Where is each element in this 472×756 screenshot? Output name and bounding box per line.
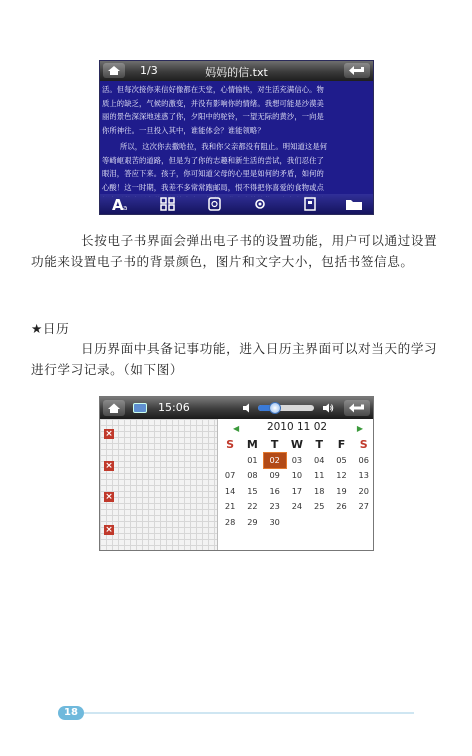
ebook-line: 眼泪，答应下来。孩子，你可知道父母的心里是如何的矛盾，如何的 (102, 169, 324, 178)
calendar-day[interactable]: 09 (269, 470, 280, 480)
calendar-day[interactable]: 10 (291, 470, 303, 480)
volume-slider-knob[interactable] (269, 402, 281, 414)
calendar-day[interactable]: 05 (336, 454, 347, 465)
svg-text:a: a (123, 204, 128, 212)
weekday-header: T (270, 438, 279, 451)
back-arrow-icon[interactable] (344, 400, 370, 416)
ebook-paragraph-2 (102, 140, 373, 197)
delete-note-icon[interactable]: × (105, 492, 113, 502)
calendar-week-row (219, 468, 374, 484)
calendar-day[interactable]: 25 (313, 501, 325, 511)
footer-rule (84, 712, 414, 714)
calendar-day[interactable]: 01 (247, 454, 258, 465)
calendar-empty-cell (330, 515, 352, 531)
ebook-text-area[interactable] (102, 83, 373, 197)
calendar-day[interactable]: 08 (247, 470, 258, 480)
page-number: 18 (58, 706, 84, 720)
calendar-day-selected[interactable]: 02 (264, 453, 286, 469)
notes-panel[interactable] (100, 419, 218, 551)
clock-time: 15:06 (158, 401, 190, 414)
grid-menu-icon[interactable] (158, 196, 178, 212)
calendar-day[interactable]: 06 (358, 454, 369, 465)
calendar-day[interactable]: 28 (224, 516, 236, 527)
calendar-day[interactable]: 14 (224, 485, 236, 496)
ebook-title-bar (100, 61, 373, 81)
calendar-day[interactable]: 22 (247, 501, 258, 511)
weekday-header: M (246, 438, 258, 451)
calendar-week-row (219, 453, 374, 469)
section-heading-calendar: ★日历 (31, 321, 70, 336)
calendar-empty-cell (219, 453, 241, 469)
weekday-header: F (337, 438, 346, 451)
ebook-line: 心酸！这一时期，我差不多常常跑邮局，恨不得把你喜爱的食物或点 (102, 182, 324, 192)
calendar-week-row (219, 484, 374, 500)
calendar-day[interactable]: 11 (313, 470, 325, 480)
calendar-screenshot (99, 396, 374, 551)
calendar-day[interactable]: 21 (224, 501, 236, 511)
weekday-header-row (219, 437, 374, 453)
calendar-day[interactable]: 18 (313, 485, 325, 496)
page-indicator: 1/3 (140, 64, 158, 77)
calendar-day[interactable]: 24 (291, 501, 303, 511)
calendar-week-row (219, 515, 374, 531)
calendar-day[interactable]: 29 (247, 516, 258, 527)
weekday-header: S (359, 438, 368, 451)
calendar-grid (219, 437, 374, 530)
volume-high-icon[interactable] (322, 403, 334, 413)
calendar-description: 日历界面中具备记事功能，进入日历主界面可以对当天的学习进行学习记录。（如下图） (31, 341, 438, 377)
calendar-day[interactable]: 27 (358, 501, 369, 511)
next-month-icon[interactable]: ▶ (356, 424, 363, 433)
calendar-day[interactable]: 12 (336, 470, 347, 480)
ebook-line: 所以，这次你去撒哈拉，我和你父亲都没有阻止。明知道这是何 (120, 142, 328, 151)
font-size-icon[interactable] (110, 196, 130, 212)
calendar-empty-cell (286, 515, 308, 531)
ebook-line: 你所神往。一旦投入其中，谁能体会？谁能领略？ (102, 125, 265, 135)
page-icon[interactable] (300, 196, 320, 212)
calendar-day[interactable]: 20 (358, 485, 369, 496)
svg-text:A: A (112, 196, 124, 212)
delete-note-icon[interactable]: × (105, 429, 113, 439)
delete-note-icon[interactable]: × (105, 461, 113, 471)
volume-low-icon[interactable] (242, 403, 252, 413)
volume-slider[interactable] (258, 405, 314, 411)
weekday-header: W (290, 438, 303, 451)
calendar-panel (219, 419, 374, 551)
calendar-day[interactable]: 03 (291, 454, 303, 465)
screen-icon (133, 403, 147, 413)
ebook-toolbar (100, 194, 373, 214)
ebook-paragraph-1 (102, 83, 373, 137)
bookmark-icon[interactable] (205, 196, 225, 212)
ebook-line: 等崎岖艰苦的道路，但是为了你的志趣和新生活的尝试，我们忍住了 (102, 155, 324, 165)
back-arrow-icon[interactable] (344, 63, 370, 78)
calendar-day[interactable]: 13 (358, 470, 369, 480)
month-label: 2010 11 02 (266, 421, 328, 433)
calendar-status-bar (100, 397, 373, 419)
weekday-header: T (315, 438, 323, 451)
calendar-day[interactable]: 26 (336, 501, 347, 511)
calendar-day[interactable]: 23 (269, 501, 280, 511)
prev-month-icon[interactable]: ◀ (233, 424, 240, 433)
delete-note-icon[interactable]: × (105, 525, 113, 535)
calendar-day[interactable]: 15 (247, 485, 258, 496)
calendar-empty-cell (308, 515, 330, 531)
folder-icon[interactable] (344, 196, 364, 212)
home-icon[interactable] (103, 400, 125, 416)
calendar-day[interactable]: 07 (224, 470, 236, 480)
ebook-line: 活。但每次接你来信好像都在天堂，心情愉快，对生活充满信心。物 (102, 85, 324, 94)
file-title: 妈妈的信.txt (205, 66, 268, 79)
calendar-day[interactable]: 30 (269, 516, 280, 527)
calendar-day[interactable]: 17 (291, 485, 303, 496)
ebook-line: 丽的景色深深地迷惑了你，夕阳中的驼铃，一望无际的黄沙，一向是 (102, 112, 324, 121)
month-navigator (225, 421, 369, 435)
calendar-empty-cell (353, 515, 374, 531)
calendar-day[interactable]: 16 (269, 485, 280, 496)
calendar-week-row (219, 499, 374, 515)
calendar-day[interactable]: 04 (313, 454, 325, 465)
calendar-day[interactable]: 19 (336, 485, 347, 496)
weekday-header: S (226, 438, 235, 451)
settings-icon[interactable] (250, 196, 270, 212)
ebook-reader-screenshot (99, 60, 374, 215)
ebook-description: 长按电子书界面会弹出电子书的设置功能，用户可以通过设置功能来设置电子书的背景颜色，图片和文字大小，包括书签信息。 (31, 233, 438, 269)
ebook-line: 质上的缺乏，气候的激变，并没有影响你的情绪。我想可能是沙漠美 (102, 98, 324, 108)
